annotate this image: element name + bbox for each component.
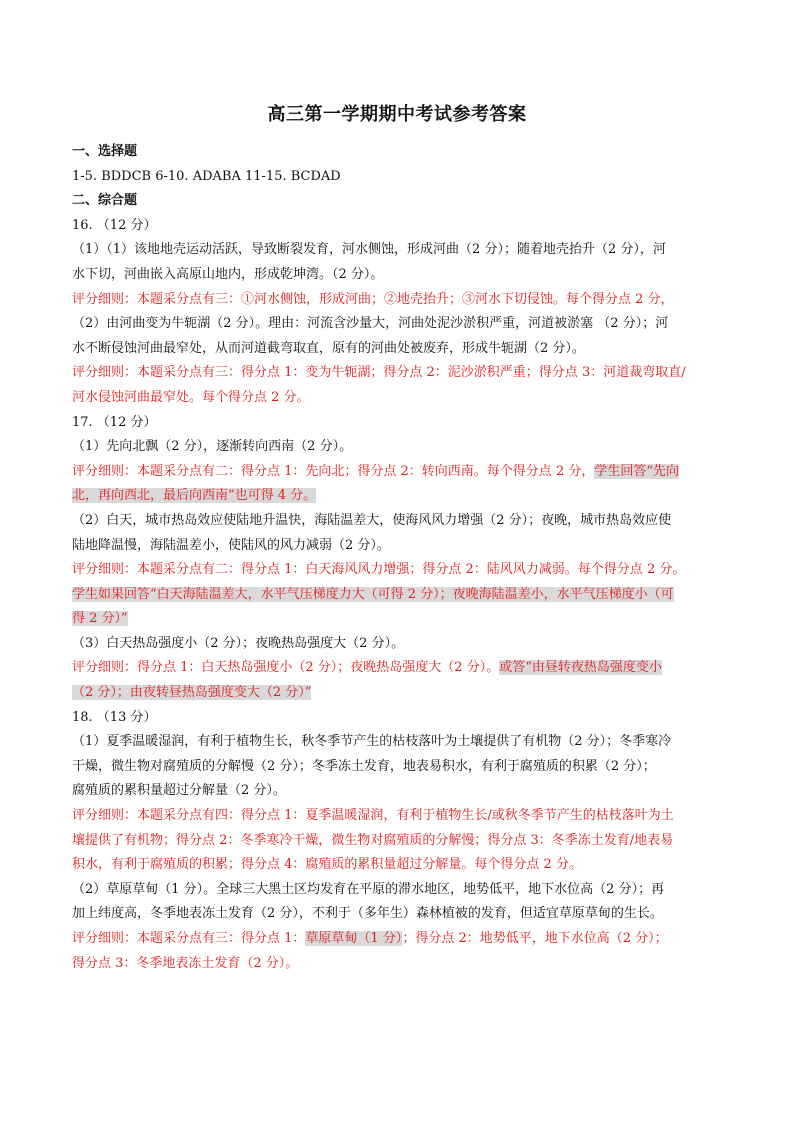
question-17-label: 17. （12 分） [72,414,157,430]
q17-part3-scoring-line2 [72,681,724,706]
q17-part2-answer-line2: 陆地降温慢，海陆温差小，使陆风的风力减弱（2 分）。 [72,537,390,553]
q18-part1-scoring-line3: 积水，有利于腐殖质的积累；得分点 4：腐殖质的累积量超过分解量。每个得分点 2 分。 [72,857,582,873]
page-title: 高三第一学期期中考试参考答案 [267,104,527,125]
q18-part1-scoring-line2: 壤提供了有机物；得分点 2：冬季寒冷干燥，微生物对腐殖质的分解慢；得分点 3：冬季冻土发育/地表易 [72,832,674,848]
q18-part2-scoring-text: 评分细则：本题采分点有三：得分点 1： [72,931,306,946]
q18-part1-answer-line3: 腐殖质的累积量超过分解量（2 分）。 [72,783,286,799]
q18-part2-scoring-text-cont: ；得分点 2：地势低平，地下水位高（2 分）； [402,931,668,946]
q18-part2-answer-line2: 加上纬度高，冬季地表冻土发育（2 分），不利于（多年生）森林植被的发育，但适宜草原草甸的生长。 [72,906,663,922]
answer-content [72,140,724,976]
q18-part1-scoring-line1: 评分细则：本题采分点有四：得分点 1：夏季温暖湿润，有利于植物生长/或秋冬季节产生的枯枝落叶为土 [72,808,674,824]
question-16-label: 16. （12 分） [72,217,157,233]
q17-part2-scoring-line3 [72,607,724,632]
q16-part2-answer-line2: 水不断侵蚀河曲最窄处，从而河道截弯取直，原有的河曲处被废弃，形成牛轭湖（2 分）。 [72,340,585,356]
section-heading-choice: 一、选择题 [72,144,138,159]
q17-part1-scoring-text: 评分细则：本题采分点有二：得分点 1：先向北；得分点 2：转向西南。每个得分点 2 分， [72,463,595,479]
q17-part3-highlight: 或答“由昼转夜热岛强度变小 [499,660,662,676]
q17-part3-scoring-line1 [72,656,724,681]
q17-part1-highlight-cont: 北，再向西北，最后向西南”也可得 4 分。 [72,488,317,504]
q17-part3-scoring-text: 评分细则：得分点 1：白天热岛强度小（2 分）；夜晚热岛强度大（2 分）。 [72,660,500,676]
q18-part2-scoring-line2: 得分点 3：冬季地表冻土发育（2 分）。 [72,955,299,971]
q18-part2-answer-line1: （2）草原草甸（1 分）。全球三大黑土区均发育在平原的滞水地区，地势低平，地下水位高（2 分）；再 [72,881,665,897]
q18-part2-scoring-line1 [72,927,724,952]
choice-answers: 1-5. BDDCB 6-10. ADABA 11-15. BCDAD [72,168,341,184]
q18-part2-highlight: 草原草甸（1 分） [305,931,403,946]
q16-part2-scoring-line2: 河水侵蚀河曲最窄处。每个得分点 2 分。 [72,389,310,405]
q16-part1-scoring: 评分细则：本题采分点有三：①河水侧蚀，形成河曲；②地壳抬升；③河水下切侵蚀。每个得分点 2 分， [72,291,674,307]
q17-part3-highlight-cont: （2 分）；由夜转昼热岛强度变大（2 分）” [72,685,312,701]
q17-part3-answer: （3）白天热岛强度小（2 分）；夜晚热岛强度大（2 分）。 [72,635,405,651]
q17-part1-scoring-line1 [72,460,724,485]
q17-part2-highlight-cont: 得 2 分）” [72,611,128,627]
q16-part2-scoring-line1: 评分细则：本题采分点有三：得分点 1：变为牛轭湖；得分点 2：泥沙淤积严重；得分点 3：河道裁弯取直/ [72,365,686,381]
q18-part1-answer-line1: （1）夏季温暖湿润，有利于植物生长，秋冬季节产生的枯枝落叶为土壤提供了有机物（2 分）；冬季寒冷 [72,734,672,750]
section-heading-comprehensive: 二、综合题 [72,193,138,209]
q17-part2-scoring-line1: 评分细则：本题采分点有二：得分点 1：白天海风风力增强；得分点 2：陆风风力减弱。每个得分点 2 分。 [72,562,686,578]
q16-part1-answer-line2: 水下切，河曲嵌入高原山地内，形成乾坤湾。（2 分）。 [72,266,384,282]
q18-part1-answer-line2: 干燥，微生物对腐殖质的分解慢（2 分）；冬季冻土发育，地表易积水，有利于腐殖质的积累（2 分）； [72,758,656,774]
q16-part1-answer-line1: （1）（1）该地地壳运动活跃，导致断裂发育，河水侧蚀，形成河曲（2 分）；随着地壳抬升（2 分），河 [72,242,666,258]
q17-part2-highlight: 学生如果回答“白天海陆温差大，水平气压梯度力大（可得 2 分）；夜晚海陆温差小，水平气压梯度小（可 [72,586,674,602]
q17-part1-highlight: 学生回答“先向 [594,463,679,479]
q17-part1-scoring-line2 [72,484,724,509]
q17-part2-answer-line1: （2）白天，城市热岛效应使陆地升温快，海陆温差大，使海风风力增强（2 分）；夜晚，城市热岛效应使 [72,512,672,528]
q17-part1-answer: （1）先向北飘（2 分），逐渐转向西南（2 分）。 [72,439,353,455]
question-18-label: 18. （13 分） [72,709,157,725]
q17-part2-scoring-line2 [72,583,724,608]
q16-part2-answer-line1: （2）由河曲变为牛轭湖（2 分）。理由：河流含沙量大，河曲处泥沙淤积严重，河道被淤塞 （2 分）；河 [72,316,669,332]
